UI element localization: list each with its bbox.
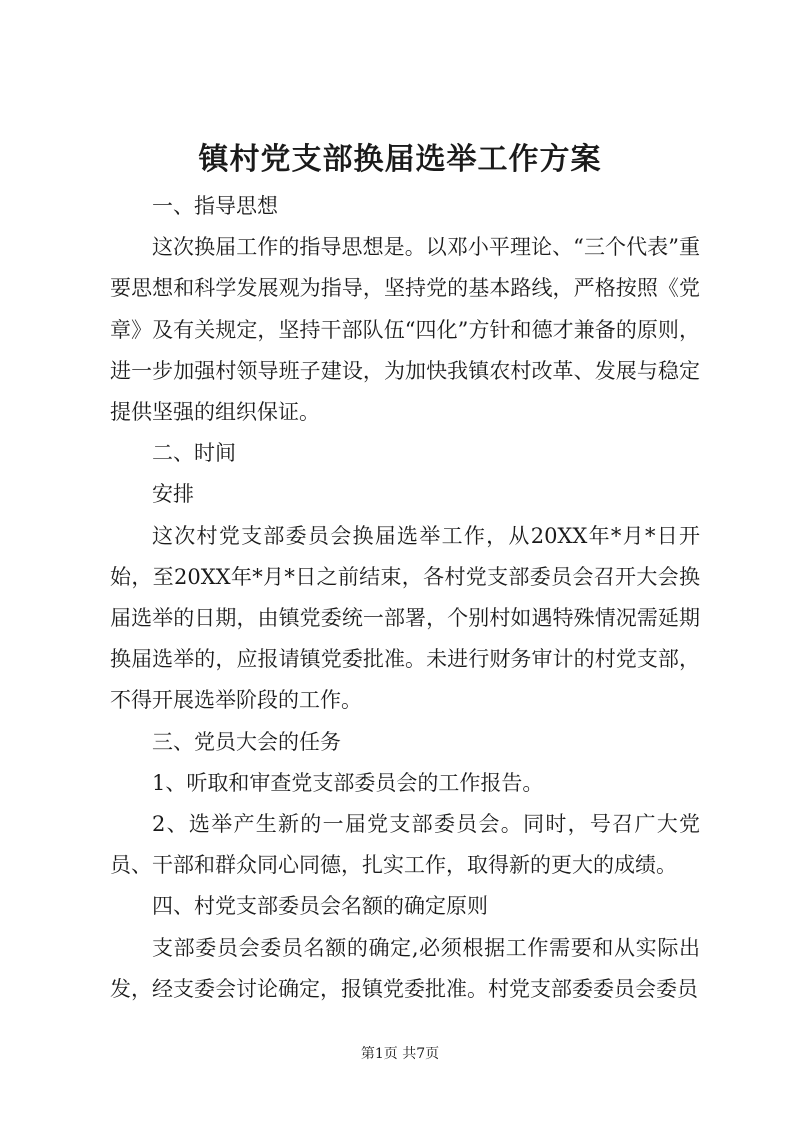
section-heading-arrangement: 安排 bbox=[152, 482, 194, 507]
paragraph-schedule: 这次村党支部委员会换届选举工作，从20XX年*月*日开始，至20XX年*月*日之前结束，各村党支部委员会召开大会换届选举的日期，由镇党委统一部署，个别村如遇特殊情况需延期换届选举的，应报请镇党委批准。未进行财务审计的村党支部，不得开展选举阶段的工作。 bbox=[110, 523, 700, 713]
document-body bbox=[110, 186, 700, 1010]
section-heading-meeting-tasks: 三、党员大会的任务 bbox=[152, 729, 341, 754]
section-heading-quota-principles: 四、村党支部委员会名额的确定原则 bbox=[152, 894, 488, 919]
list-item-task-1: 1、听取和审查党支部委员会的工作报告。 bbox=[152, 770, 544, 795]
document-title: 镇村党支部换届选举工作方案 bbox=[198, 142, 602, 177]
list-item-task-2: 2、选举产生新的一届党支部委员会。同时，号召广大党员、干部和群众同心同德，扎实工作，取得新的更大的成绩。 bbox=[110, 812, 700, 878]
paragraph-quota: 支部委员会委员名额的确定,必须根据工作需要和从实际出发，经支委会讨论确定，报镇党委批准。村党支部委委员会委员 bbox=[110, 935, 700, 1001]
paragraph-guiding-thought: 这次换届工作的指导思想是。以邓小平理论、“三个代表”重要思想和科学发展观为指导，坚持党的基本路线，严格按照《党章》及有关规定，坚持干部队伍“四化”方针和德才兼备的原则，进一步加强村领导班子建设，为加快我镇农村改革、发展与稳定提供坚强的组织保证。 bbox=[110, 235, 700, 425]
page-footer: 第1页 共7页 bbox=[360, 1046, 440, 1062]
section-heading-guiding-thought: 一、指导思想 bbox=[152, 194, 278, 218]
section-heading-time: 二、时间 bbox=[152, 441, 236, 466]
